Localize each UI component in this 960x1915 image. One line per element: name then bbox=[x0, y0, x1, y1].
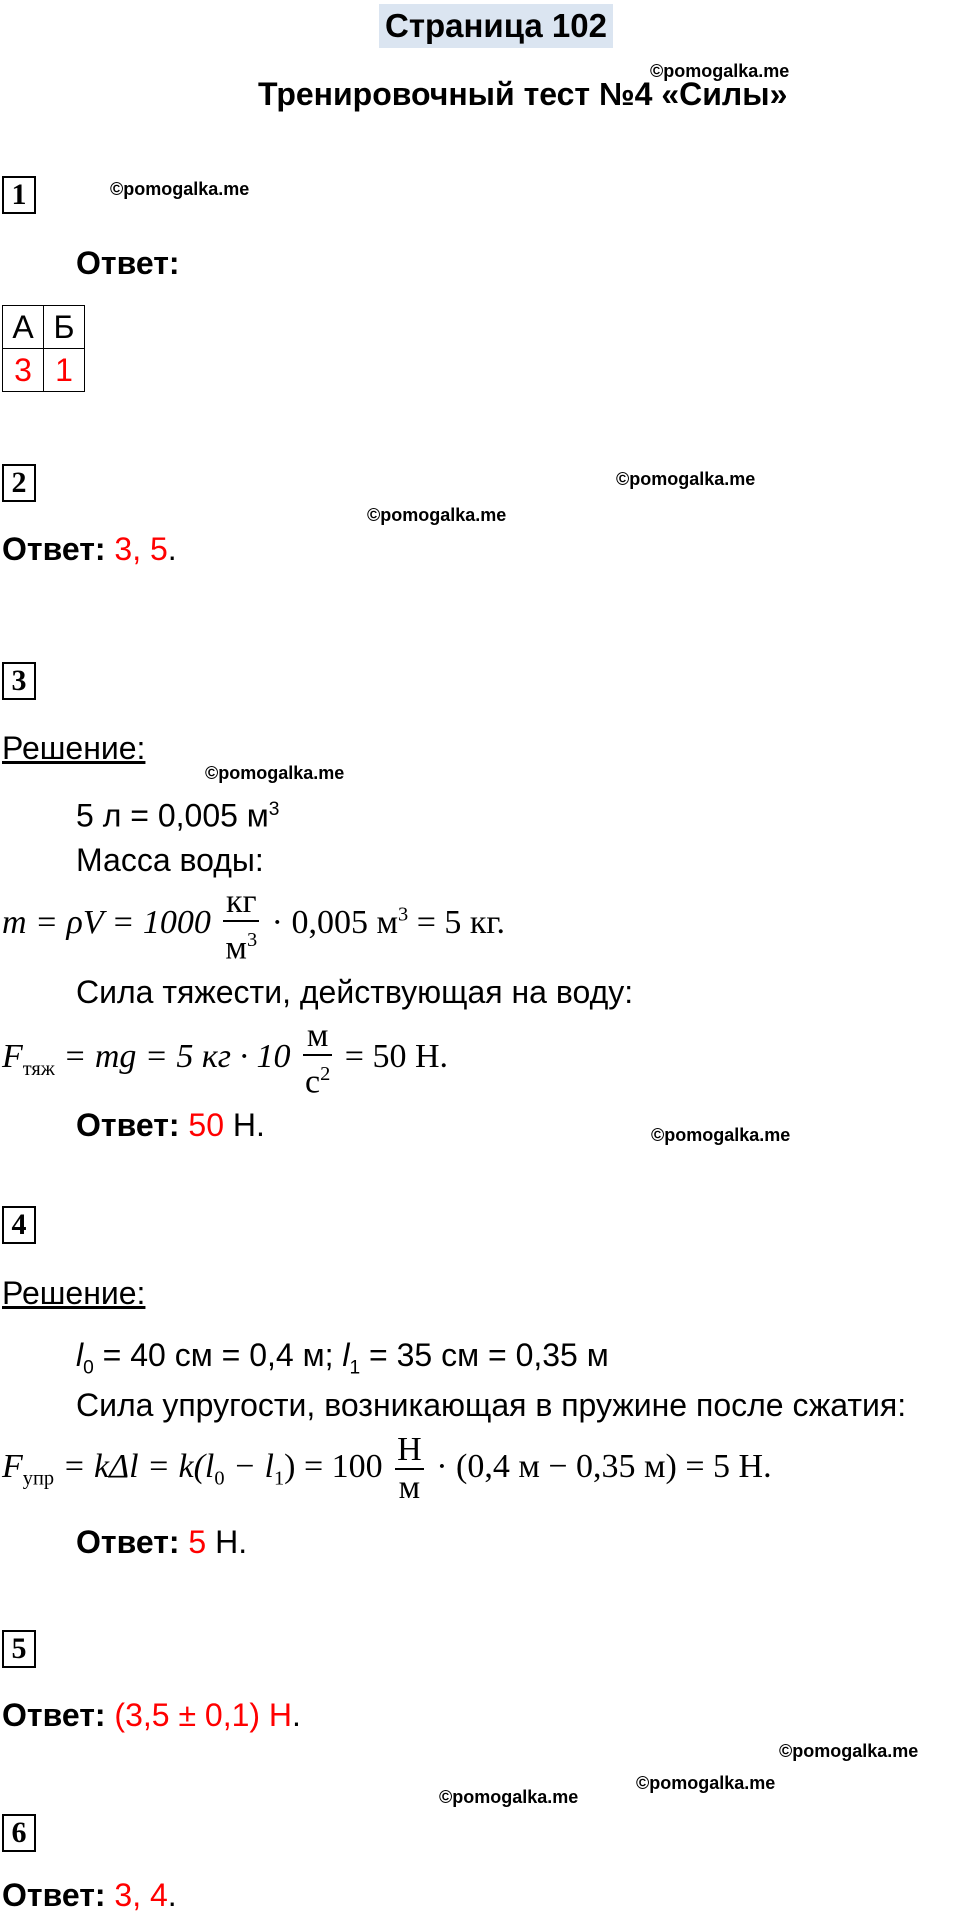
answer-value: (3,5 ± 0,1) Н bbox=[114, 1697, 293, 1733]
watermark: ©pomogalka.me bbox=[650, 61, 790, 81]
watermark: ©pomogalka.me bbox=[651, 1125, 791, 1145]
answer-value: 5 bbox=[188, 1524, 207, 1560]
question-number-3: 3 bbox=[2, 662, 36, 700]
length-symbol: l bbox=[76, 1337, 84, 1373]
watermark: ©pomogalka.me bbox=[616, 469, 756, 489]
test-title: Тренировочный тест №4 «Силы» bbox=[258, 76, 788, 112]
denominator-sup: 2 bbox=[320, 1063, 331, 1085]
answer-label: Ответ: bbox=[76, 245, 180, 281]
force-symbol: F bbox=[2, 1447, 23, 1485]
stiffness-fraction bbox=[395, 1432, 424, 1506]
solution-label: Решение: bbox=[2, 1275, 146, 1311]
fraction-denominator bbox=[223, 922, 259, 966]
answer-label: Ответ: bbox=[76, 1524, 180, 1560]
length-symbol: l bbox=[342, 1337, 350, 1373]
mass-eq-sup: 3 bbox=[397, 903, 409, 926]
mass-equation bbox=[2, 884, 505, 966]
elastic-eq-minus: − l bbox=[224, 1447, 274, 1485]
watermark: ©pomogalka.me bbox=[367, 505, 507, 525]
elastic-eq-sub0: 0 bbox=[214, 1467, 225, 1490]
answer-suffix: . bbox=[292, 1697, 301, 1733]
answer-suffix: . bbox=[167, 531, 177, 567]
answer-label: Ответ: bbox=[2, 1697, 106, 1733]
force-symbol: F bbox=[2, 1037, 23, 1075]
answer-label: Ответ: bbox=[76, 1107, 180, 1143]
elastic-equation bbox=[2, 1432, 772, 1506]
fraction-denominator: м bbox=[398, 1469, 421, 1506]
denominator-text: с bbox=[305, 1063, 321, 1101]
page-title: Страница 102 bbox=[379, 4, 613, 48]
volume-sup: 3 bbox=[268, 799, 280, 820]
elastic-caption: Сила упругости, возникающая в пружине после сжатия: bbox=[76, 1387, 907, 1423]
answer-value: 3, 4 bbox=[114, 1877, 168, 1913]
watermark: ©pomogalka.me bbox=[205, 763, 345, 783]
solution-label: Решение: bbox=[2, 730, 146, 766]
acceleration-fraction bbox=[303, 1018, 332, 1100]
answer-line-4 bbox=[76, 1522, 247, 1562]
gravity-caption: Сила тяжести, действующая на воду: bbox=[76, 974, 634, 1010]
denominator-sup: 3 bbox=[246, 929, 258, 951]
table-header-b: Б bbox=[44, 306, 85, 349]
table-value-b: 1 bbox=[44, 349, 85, 392]
denominator-text: м bbox=[225, 929, 247, 967]
elastic-eq-mid: = kΔl = k(l bbox=[54, 1447, 215, 1485]
force-subscript: тяж bbox=[22, 1057, 55, 1080]
question-number-4: 4 bbox=[2, 1206, 36, 1244]
answer-suffix: . bbox=[167, 1877, 177, 1913]
watermark: ©pomogalka.me bbox=[110, 179, 250, 199]
mass-eq-rhs-post: = 5 кг. bbox=[408, 903, 505, 941]
gravity-equation bbox=[2, 1018, 448, 1100]
answer-line-3 bbox=[76, 1105, 265, 1145]
volume-text: 5 л = 0,005 м bbox=[76, 797, 269, 834]
watermark: ©pomogalka.me bbox=[779, 1741, 919, 1761]
answer-unit: Н. bbox=[224, 1107, 265, 1143]
fraction-numerator: Н bbox=[397, 1431, 422, 1468]
fraction-numerator: кг bbox=[223, 884, 259, 922]
watermark: ©pomogalka.me bbox=[636, 1773, 776, 1793]
length-text-b: = 35 см = 0,35 м bbox=[360, 1337, 609, 1373]
fraction-numerator: м bbox=[303, 1018, 332, 1056]
answer-line-2 bbox=[2, 529, 177, 569]
fraction-denominator bbox=[303, 1056, 332, 1100]
mass-caption: Масса воды: bbox=[76, 842, 264, 878]
mass-eq-rhs-pre: · 0,005 м bbox=[271, 903, 398, 941]
volume-conversion bbox=[76, 790, 279, 836]
question-number-2: 2 bbox=[2, 464, 36, 502]
elastic-eq-close: ) = 100 bbox=[284, 1447, 383, 1485]
question-number-5: 5 bbox=[2, 1630, 36, 1668]
answer-value: 50 bbox=[188, 1107, 224, 1143]
length-text-a: = 40 см = 0,4 м; bbox=[93, 1337, 343, 1373]
density-fraction bbox=[223, 884, 259, 966]
answer-line-5 bbox=[2, 1695, 301, 1735]
mass-eq-lhs: m = ρV = 1000 bbox=[2, 903, 211, 941]
answer-table bbox=[2, 305, 85, 392]
question-number-1: 1 bbox=[2, 176, 36, 214]
table-value-a: 3 bbox=[3, 349, 44, 392]
elastic-eq-rhs: · (0,4 м − 0,35 м) = 5 Н. bbox=[436, 1447, 772, 1485]
gravity-eq-rhs: = 50 Н. bbox=[344, 1037, 449, 1075]
gravity-eq-lhs: = mg = 5 кг · 10 bbox=[54, 1037, 291, 1075]
answer-label: Ответ: bbox=[2, 531, 106, 567]
answer-value: 3, 5 bbox=[114, 531, 168, 567]
length-sub1: 1 bbox=[349, 1357, 361, 1379]
question-number-6: 6 bbox=[2, 1814, 36, 1852]
force-subscript: упр bbox=[22, 1467, 55, 1490]
lengths-line bbox=[76, 1335, 609, 1388]
answer-unit: Н. bbox=[206, 1524, 248, 1560]
length-sub0: 0 bbox=[83, 1357, 94, 1379]
answer-line-6 bbox=[2, 1875, 177, 1915]
table-header-a: А bbox=[3, 306, 44, 349]
answer-label: Ответ: bbox=[2, 1877, 106, 1913]
elastic-eq-sub1: 1 bbox=[273, 1467, 285, 1490]
watermark: ©pomogalka.me bbox=[439, 1787, 579, 1807]
